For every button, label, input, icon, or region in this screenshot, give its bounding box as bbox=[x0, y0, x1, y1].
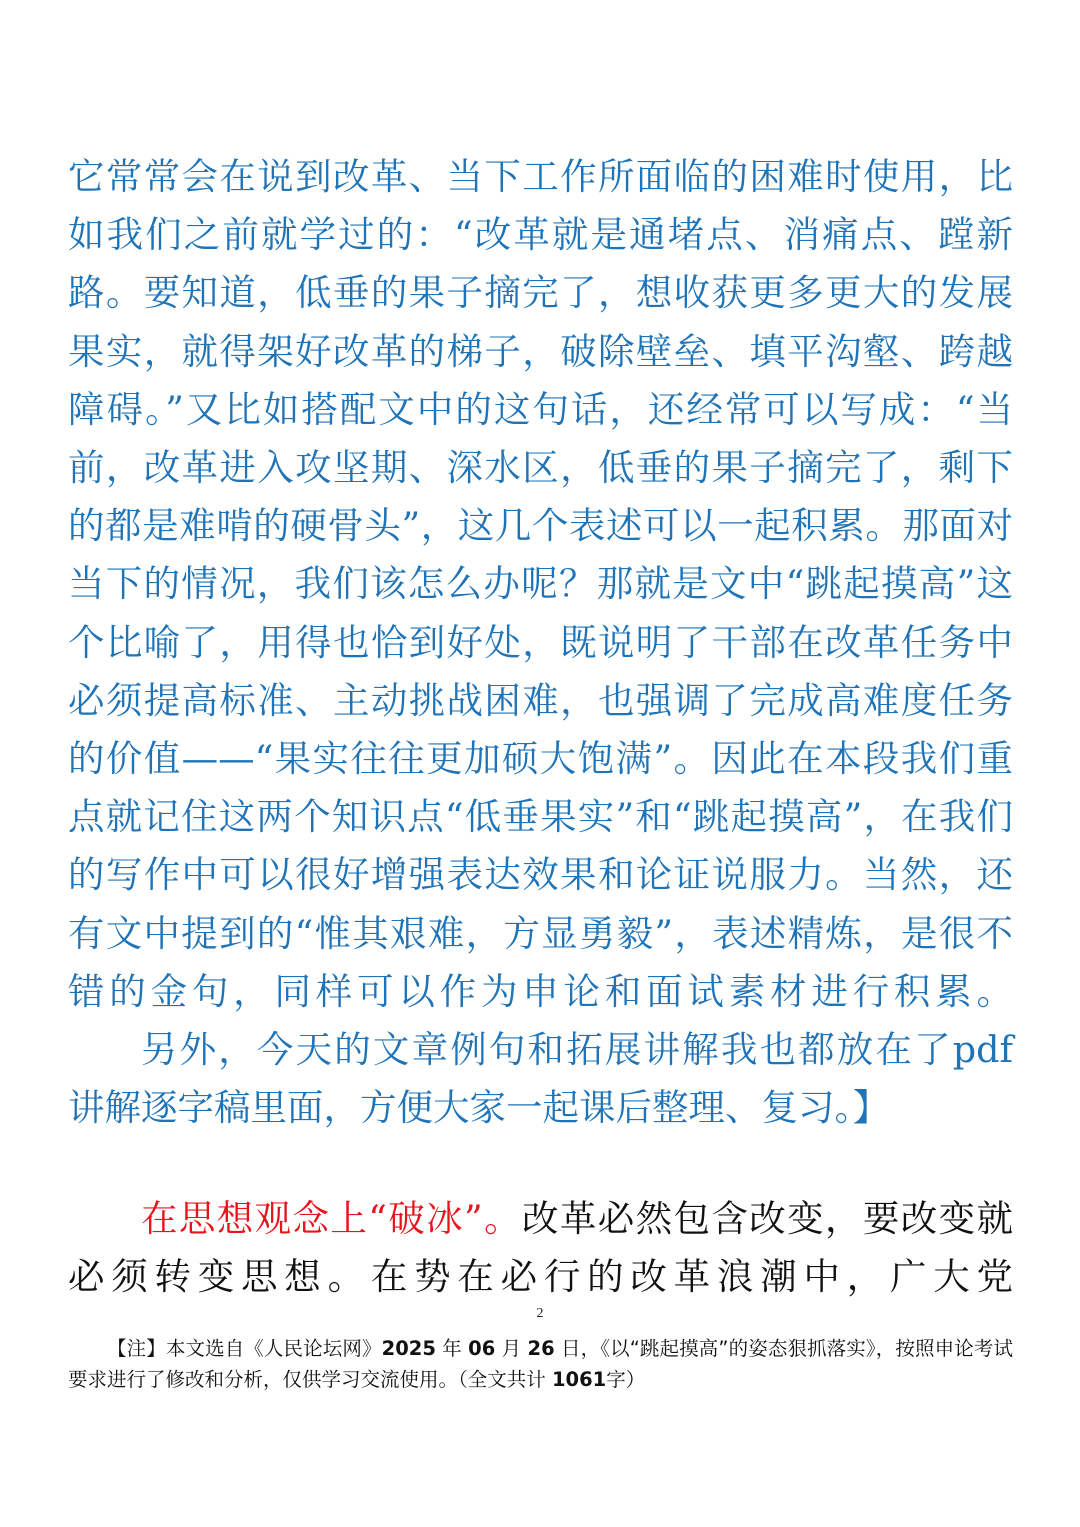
article-paragraph bbox=[68, 1190, 1013, 1306]
footnote-month-unit: 月 bbox=[495, 1337, 528, 1360]
commentary-paragraph-1: 它常常会在说到改革、当下工作所面临的困难时使用，比如我们之前就学过的：“改革就是通堵点、消痛点、蹚新路。要知道，低垂的果子摘完了，想收获更多更大的发展果实，就得架好改革的梯子，破除壁垒、填平沟壑、跨越障碍。”又比如搭配文中的这句话，还经常可以写成：“当前，改革进入攻坚期、深水区，低垂的果子摘完了，剩下的都是难啃的硬骨头”，这几个表述可以一起积累。那面对当下的情况，我们该怎么办呢？那就是文中“跳起摸高”这个比喻了，用得也恰到好处，既说明了干部在改革任务中必须提高标准、主动挑战困难，也强调了完成高难度任务的价值——“果实往往更加硕大饱满”。因此在本段我们重点就记住这两个知识点“低垂果实”和“跳起摸高”，在我们的写作中可以很好增强表达效果和论证说服力。当然，还有文中提到的“惟其艰难，方显勇毅”，表述精炼，是很不错的金句，同样可以作为申论和面试素材进行积累。 bbox=[68, 155, 1013, 1013]
article-body-block bbox=[68, 1190, 1013, 1306]
footnote-prefix: 【注】本文选自《人民论坛网》 bbox=[107, 1337, 382, 1360]
commentary-paragraph-2: 另外，今天的文章例句和拓展讲解我也都放在了pdf 讲解逐字稿里面，方便大家一起课后整理、复习。】 bbox=[68, 1028, 1013, 1130]
article-text: 改革必然包含改变，要改变就必须转变思想。在势在必行的改革浪潮中，广大党 bbox=[68, 1197, 1013, 1299]
footnote-day: 26 bbox=[527, 1337, 555, 1360]
footnote-month: 06 bbox=[468, 1337, 496, 1360]
footnote-suffix: 字） bbox=[606, 1367, 646, 1391]
footnote-word-count: 1061 bbox=[551, 1367, 607, 1391]
footnote-year: 2025 bbox=[381, 1337, 436, 1360]
page-number: 2 bbox=[536, 1306, 544, 1321]
footnote-year-unit: 年 bbox=[435, 1337, 469, 1360]
footnote-middle: 日，《以“跳起摸高”的姿态狠抓落实》，按照申论考试要求进行了修改和分析，仅供学习交流使用。（全文共计 bbox=[68, 1337, 1013, 1391]
footnote bbox=[68, 1334, 1013, 1395]
section-heading-red: 在思想观念上“破冰”。 bbox=[141, 1197, 522, 1240]
commentary-block bbox=[68, 148, 1013, 1137]
